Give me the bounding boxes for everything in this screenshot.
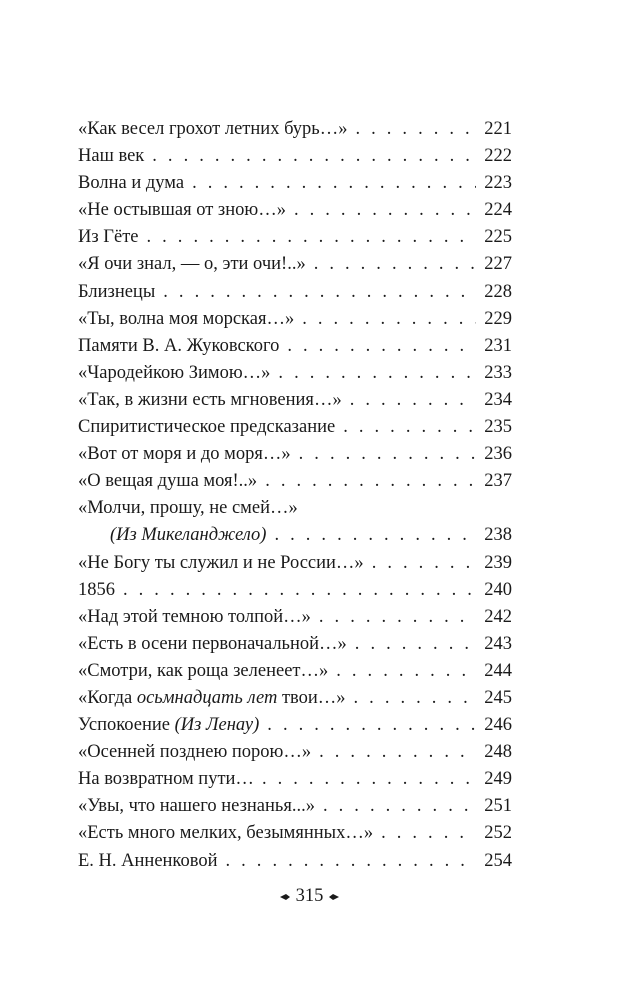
toc-entry-page: 236 bbox=[484, 444, 512, 465]
title-italic-part: (Из Ленау) bbox=[174, 715, 260, 736]
toc-entry bbox=[78, 360, 512, 387]
toc-entry-page: 246 bbox=[484, 715, 512, 736]
toc-entry-title: «О вещая душа моя!..» bbox=[78, 471, 258, 492]
dot-leader bbox=[152, 143, 476, 170]
toc-entry-page: 228 bbox=[484, 281, 512, 302]
toc-entry-page: 249 bbox=[484, 769, 512, 790]
toc-entry-title: «Не остывшая от зною…» bbox=[78, 200, 286, 221]
dot-leader bbox=[262, 766, 476, 793]
dot-leader bbox=[319, 604, 476, 631]
title-part: «Когда bbox=[78, 687, 137, 708]
toc-entry-page: 245 bbox=[484, 687, 512, 708]
toc-entry-page: 242 bbox=[484, 606, 512, 627]
toc-entry-title: 1856 bbox=[78, 579, 115, 600]
toc-entry bbox=[78, 848, 512, 875]
dot-leader bbox=[192, 170, 476, 197]
toc-entry bbox=[78, 224, 512, 251]
dot-leader bbox=[267, 712, 476, 739]
toc-entry-title: «Вот от моря и до моря…» bbox=[78, 444, 291, 465]
toc-entry-title: «Осенней позднею порою…» bbox=[78, 742, 312, 763]
dot-leader bbox=[355, 116, 476, 143]
dot-leader bbox=[302, 306, 476, 333]
dot-leader bbox=[278, 360, 476, 387]
toc-entry-title: «Есть много мелких, безымянных…» bbox=[78, 823, 374, 844]
toc-entry-page: 222 bbox=[484, 146, 512, 167]
toc-entry-title: «Смотри, как роща зеленеет…» bbox=[78, 660, 329, 681]
toc-entry-title: (Из Микеланджело) bbox=[110, 525, 267, 546]
page-number-text: 315 bbox=[295, 886, 324, 906]
toc-entry-page: 234 bbox=[484, 389, 512, 410]
dot-leader bbox=[274, 522, 476, 549]
dot-leader bbox=[336, 658, 476, 685]
toc-entry-page: 252 bbox=[484, 823, 512, 844]
toc-entry bbox=[78, 631, 512, 658]
toc-entry-page: 223 bbox=[484, 173, 512, 194]
toc-entry-page: 233 bbox=[484, 362, 512, 383]
toc-entry-title: Спиритистическое предсказание bbox=[78, 417, 336, 438]
toc-entry bbox=[78, 712, 512, 739]
dot-leader bbox=[314, 251, 476, 278]
dot-leader bbox=[294, 197, 476, 224]
dot-leader bbox=[323, 793, 476, 820]
toc-entry bbox=[78, 468, 512, 495]
toc-entry bbox=[78, 414, 512, 441]
toc-entry-title: Наш век bbox=[78, 146, 145, 167]
toc-entry-page: 248 bbox=[484, 742, 512, 763]
toc-entry-title: Е. Н. Анненковой bbox=[78, 850, 218, 871]
toc-entry-page: 229 bbox=[484, 308, 512, 329]
toc-entry-page: 251 bbox=[484, 796, 512, 817]
dot-leader bbox=[355, 631, 476, 658]
toc-entry bbox=[78, 766, 512, 793]
toc-entry bbox=[78, 820, 512, 847]
toc-entry bbox=[78, 251, 512, 278]
toc-entry-title: «Есть в осени первоначальной…» bbox=[78, 633, 347, 654]
toc-entry-page: 244 bbox=[484, 660, 512, 681]
toc-entry bbox=[78, 306, 512, 333]
title-part: Успокоение bbox=[78, 715, 175, 736]
toc-entry-page: 238 bbox=[484, 525, 512, 546]
toc-entry-title: На возвратном пути… bbox=[78, 769, 254, 790]
dot-leader bbox=[381, 820, 476, 847]
toc-entry bbox=[78, 333, 512, 360]
toc-entry bbox=[78, 116, 512, 143]
toc-entry-page: 237 bbox=[484, 471, 512, 492]
toc-entry-title: «Как весел грохот летних бурь…» bbox=[78, 119, 348, 139]
toc-entry-title: «Молчи, прошу, не смей…» bbox=[78, 498, 298, 519]
toc-entry-title: Памяти В. А. Жуковского bbox=[78, 335, 280, 356]
dot-leader bbox=[354, 685, 476, 712]
toc-entry bbox=[78, 577, 512, 604]
dot-leader bbox=[350, 387, 476, 414]
toc-entry-title: «Я очи знал, — о, эти очи!..» bbox=[78, 254, 306, 275]
toc-entry bbox=[78, 387, 512, 414]
ornament-left-icon bbox=[280, 892, 290, 902]
toc-entry-page: 224 bbox=[484, 200, 512, 221]
toc-entry bbox=[78, 658, 512, 685]
toc-entry bbox=[78, 685, 512, 712]
toc-entry-page: 235 bbox=[484, 417, 512, 438]
toc-entry bbox=[78, 441, 512, 468]
toc-entry bbox=[78, 143, 512, 170]
page-number bbox=[0, 886, 619, 907]
toc-entry-page: 239 bbox=[484, 552, 512, 573]
toc-entry-page: 227 bbox=[484, 254, 512, 275]
toc-entry-page: 231 bbox=[484, 335, 512, 356]
dot-leader bbox=[372, 550, 476, 577]
toc-entry bbox=[78, 495, 512, 522]
dot-leader bbox=[343, 414, 476, 441]
ornament-right-icon bbox=[329, 892, 339, 902]
toc-entry-page: 243 bbox=[484, 633, 512, 654]
toc-entry bbox=[78, 522, 512, 549]
title-part: твои…» bbox=[277, 687, 346, 708]
table-of-contents bbox=[78, 116, 512, 875]
toc-entry-title: «Ты, волна моя морская…» bbox=[78, 308, 295, 329]
toc-entry bbox=[78, 170, 512, 197]
toc-entry-page: 254 bbox=[484, 850, 512, 871]
toc-entry bbox=[78, 550, 512, 577]
toc-entry-title: «Увы, что нашего незнанья...» bbox=[78, 796, 315, 817]
toc-entry-title bbox=[78, 685, 346, 712]
toc-entry bbox=[78, 279, 512, 306]
toc-entry bbox=[78, 197, 512, 224]
toc-entry bbox=[78, 793, 512, 820]
dot-leader bbox=[163, 279, 476, 306]
toc-entry-page: 221 bbox=[484, 119, 512, 139]
toc-entry-title: «Чародейкою Зимою…» bbox=[78, 362, 271, 383]
toc-entry bbox=[78, 604, 512, 631]
toc-entry-title: «Не Богу ты служил и не России…» bbox=[78, 552, 364, 573]
toc-entry-title: Из Гёте bbox=[78, 227, 139, 248]
dot-leader bbox=[319, 739, 476, 766]
dot-leader bbox=[287, 333, 476, 360]
toc-entry-page: 225 bbox=[484, 227, 512, 248]
toc-entry-title: Близнецы bbox=[78, 281, 156, 302]
toc-entry-page: 240 bbox=[484, 579, 512, 600]
toc-entry-title: «Над этой темною толпой…» bbox=[78, 606, 311, 627]
dot-leader bbox=[147, 224, 477, 251]
toc-entry bbox=[78, 739, 512, 766]
dot-leader bbox=[265, 468, 476, 495]
toc-entry-title: «Так, в жизни есть мгновения…» bbox=[78, 389, 342, 410]
toc-entry-title: Волна и дума bbox=[78, 173, 185, 194]
title-italic-part: осьмнадцать лет bbox=[136, 687, 278, 708]
toc-entry-title bbox=[78, 712, 259, 739]
dot-leader bbox=[123, 577, 476, 604]
dot-leader bbox=[299, 441, 476, 468]
dot-leader bbox=[226, 848, 477, 875]
